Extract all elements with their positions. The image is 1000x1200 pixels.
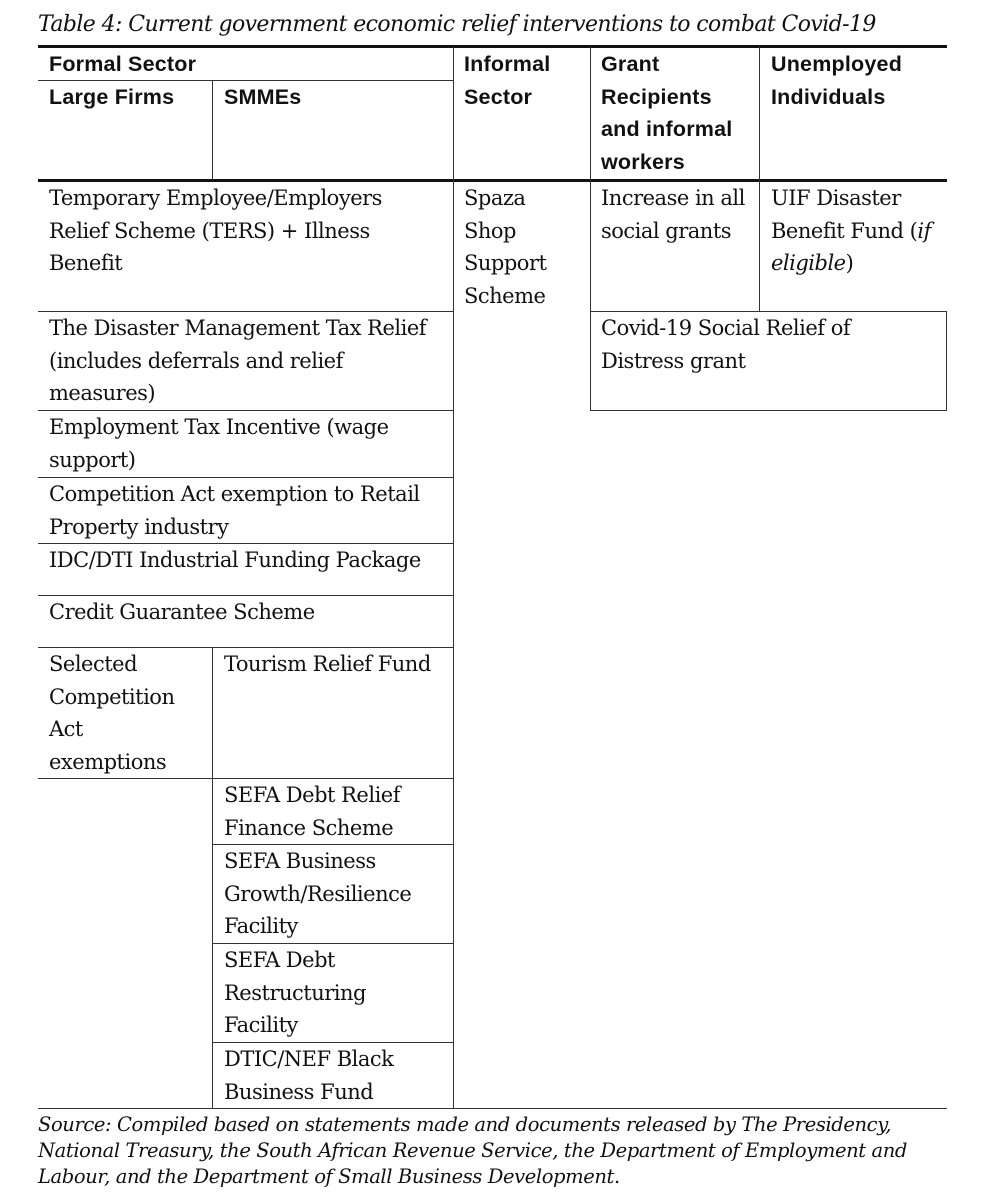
rule [38, 543, 453, 544]
rule [946, 311, 947, 411]
cell-selected-competition: Selected Competition Act exemptions [49, 652, 175, 774]
rule [453, 47, 454, 1108]
source-note: Source: Compiled based on statements made and documents released by The Presidency, National Treasury, the South African Revenue Service, the Department of Employment and Labour, and the Department of Small Business Development. [38, 1113, 907, 1188]
uif-text: UIF Disaster Benefit Fund ( [771, 186, 918, 243]
cell-dtic-nef: DTIC/NEF Black Business Fund [224, 1047, 394, 1104]
cell-uif-fund [760, 182, 947, 280]
cell-sefa-restructuring: SEFA Debt Restructuring Facility [224, 948, 366, 1037]
cell-sefa-growth: SEFA Business Growth/Resilience Facility [224, 849, 412, 938]
rule [212, 80, 213, 180]
rule [38, 778, 453, 779]
uif-close: ) [845, 251, 854, 275]
header-bottom-rule [38, 179, 947, 182]
rule [590, 47, 591, 411]
table-top-rule [38, 45, 947, 48]
rule [38, 595, 453, 596]
cell-ters: Temporary Employee/Employers Relief Scheme (TERS) + Illness Benefit [49, 186, 382, 275]
header-formal-sector: Formal Sector [49, 52, 197, 76]
header-informal-sector: Informal Sector [464, 52, 551, 109]
rule [38, 647, 453, 648]
rule [38, 80, 453, 81]
header-large-firms: Large Firms [49, 85, 175, 109]
rule [213, 943, 453, 944]
header-grant-recipients: Grant Recipients and informal workers [601, 52, 733, 174]
cell-tax-relief: The Disaster Management Tax Relief (includes deferrals and relief measures) [49, 316, 427, 405]
rule [590, 311, 947, 312]
cell-competition-retail: Competition Act exemption to Retail Property industry [49, 482, 420, 539]
rule [590, 410, 947, 411]
cell-spaza-shop: Spaza Shop Support Scheme [464, 186, 547, 308]
cell-srd-grant: Covid-19 Social Relief of Distress grant [601, 316, 851, 373]
cell-eti: Employment Tax Incentive (wage support) [49, 415, 389, 472]
rule [213, 844, 453, 845]
header-smmes: SMMEs [224, 85, 302, 109]
cell-credit-guarantee: Credit Guarantee Scheme [49, 600, 315, 624]
rule [38, 410, 453, 411]
rule [213, 1042, 453, 1043]
cell-idc-dti: IDC/DTI Industrial Funding Package [49, 548, 421, 572]
rule [38, 311, 453, 312]
header-unemployed: Unemployed Individuals [771, 52, 903, 109]
cell-tourism: Tourism Relief Fund [224, 652, 431, 676]
rule [212, 647, 213, 1108]
table-bottom-rule [38, 1108, 947, 1109]
cell-social-grants: Increase in all social grants [601, 186, 745, 243]
cell-sefa-debt-relief: SEFA Debt Relief Finance Scheme [224, 783, 400, 840]
rule [759, 47, 760, 311]
uif-italic: if eligible [771, 218, 931, 275]
table-caption: Table 4: Current government economic relief interventions to combat Covid-19 [38, 12, 876, 37]
rule [38, 477, 453, 478]
